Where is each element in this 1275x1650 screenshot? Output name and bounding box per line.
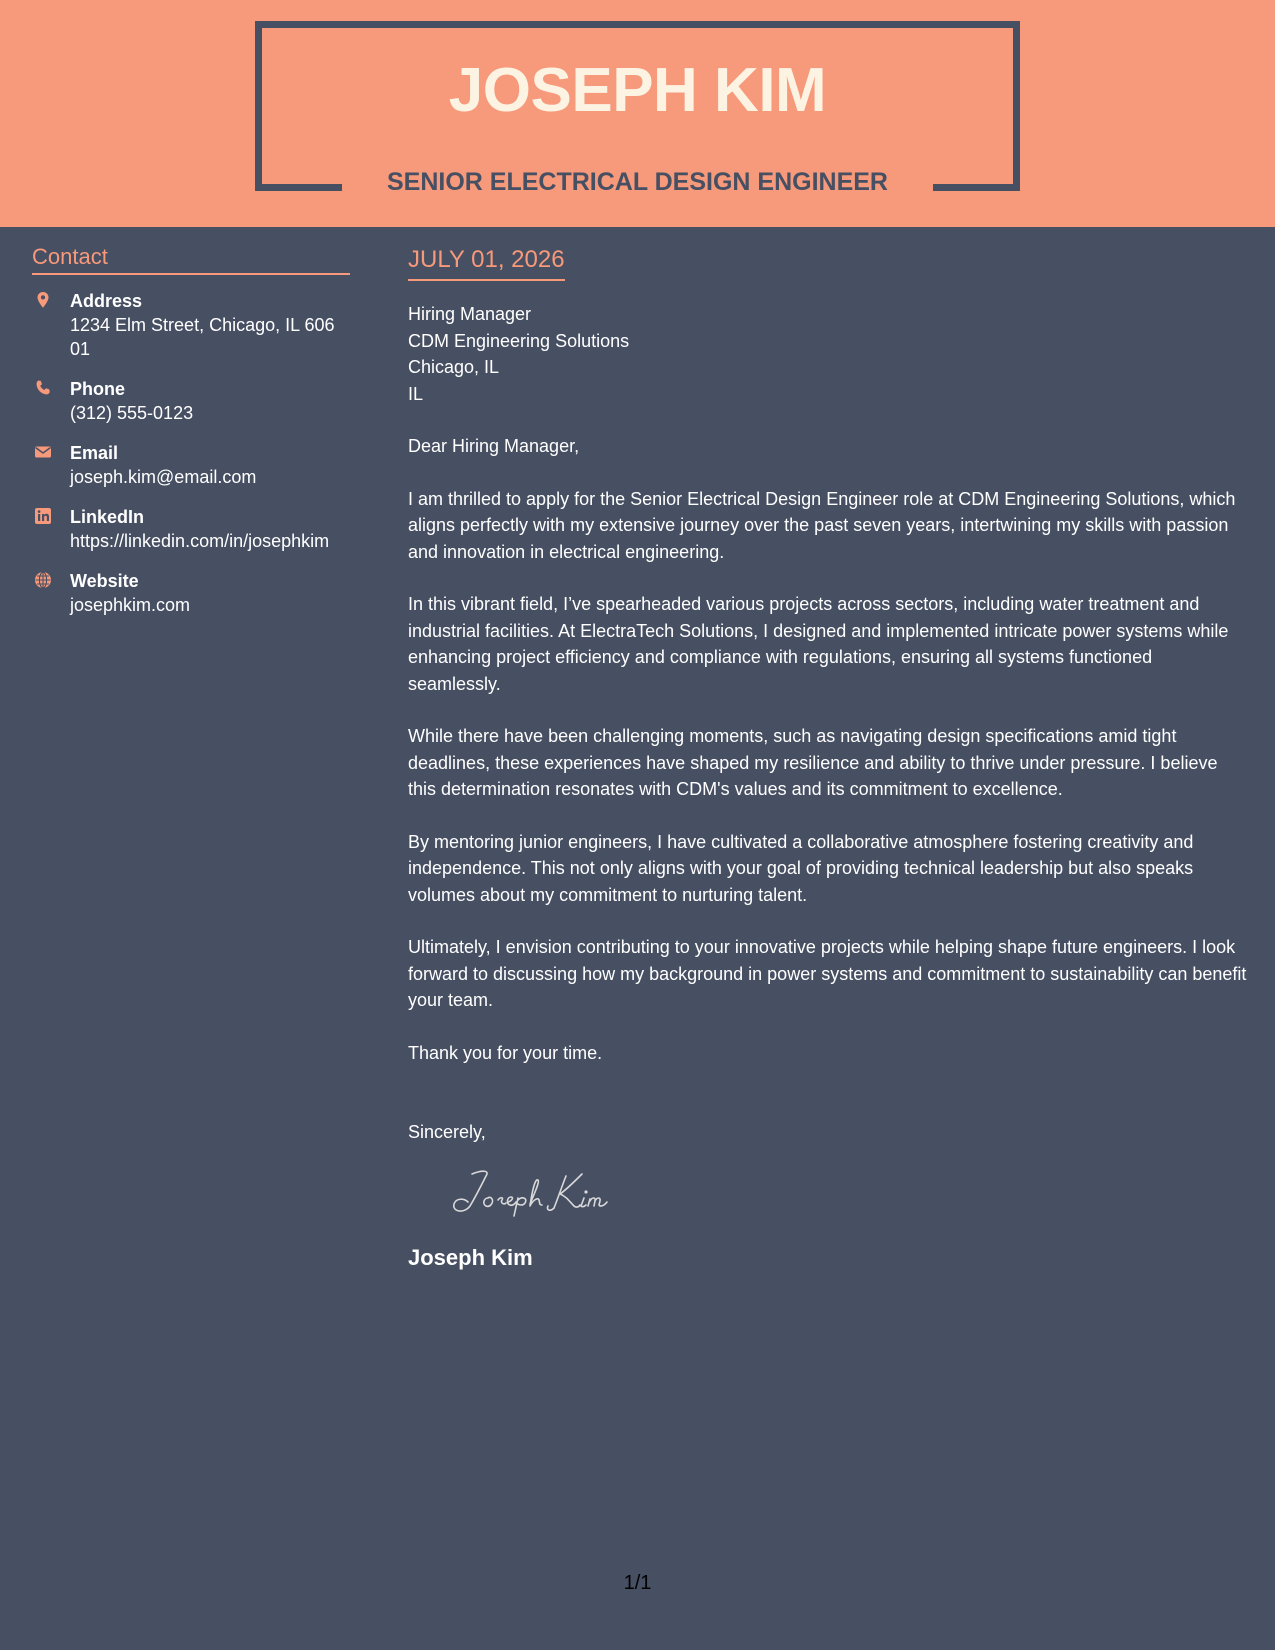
handwritten-signature (442, 1162, 662, 1222)
globe-icon (34, 571, 52, 589)
contact-item-phone (32, 377, 350, 425)
contact-label-website: Website (70, 571, 139, 591)
map-pin-icon (34, 291, 52, 309)
contact-value-email: joseph.kim@email.com (70, 467, 257, 487)
recipient-line: Chicago, IL (408, 357, 500, 377)
signature-drawing (442, 1162, 662, 1222)
salutation: Dear Hiring Manager, (408, 436, 580, 456)
body-paragraph: Ultimately, I envision contributing to your innovative projects while helping shape future engineers. I look forward to discussing how my background in power systems and commitment to sustainability can benefit your team. (408, 937, 1247, 1010)
contact-heading: Contact (32, 243, 350, 275)
applicant-name: JOSEPH KIM (448, 56, 827, 125)
body-paragraph: While there have been challenging moments, such as navigating design specifications amid tight deadlines, these experiences have shaped my resilience and ability to thrive under pressure. I believe this determination resonates with CDM's values and its commitment to excellence. (408, 726, 1218, 799)
contact-item-website (32, 569, 350, 617)
contact-label-email: Email (70, 443, 119, 463)
recipient-line: IL (408, 383, 424, 404)
page-number: 1/1 (623, 1572, 652, 1594)
body-paragraph: I am thrilled to apply for the Senior Electrical Design Engineer role at CDM Engineering Solutions, which aligns perfectly with my extensive journey over the past seven years, intertwining my skills with passion and innovation in electrical engineering. (408, 488, 1236, 562)
envelope-icon (34, 443, 52, 461)
contact-item-email (32, 441, 350, 489)
recipient-block (408, 301, 1248, 407)
contact-value-phone: (312) 555-0123 (70, 403, 194, 423)
contact-item-linkedin (32, 505, 350, 553)
contact-label-phone: Phone (70, 379, 126, 399)
phone-icon (34, 379, 52, 397)
job-title: SENIOR ELECTRICAL DESIGN ENGINEER (387, 168, 888, 196)
letter-date: JULY 01, 2026 (408, 245, 565, 281)
recipient-line: CDM Engineering Solutions (408, 330, 630, 351)
body-paragraph: By mentoring junior engineers, I have cultivated a collaborative atmosphere fostering creativity and independence. This not only aligns with your goal of providing technical leadership but also speaks volumes about my commitment to nurturing talent. (408, 831, 1194, 905)
contact-sidebar (32, 243, 350, 617)
contact-label-address: Address (70, 291, 143, 311)
letter-body (408, 245, 1248, 1272)
recipient-line: Hiring Manager (408, 304, 532, 324)
linkedin-icon (34, 507, 52, 525)
contact-label-linkedin: LinkedIn (70, 507, 145, 527)
contact-value-linkedin[interactable]: https://linkedin.com/in/josephkim (70, 531, 330, 551)
closing: Sincerely, (408, 1122, 486, 1142)
header-banner (0, 0, 1275, 227)
contact-item-address (32, 289, 350, 361)
body-paragraph: Thank you for your time. (408, 1042, 603, 1063)
contact-value-address: 1234 Elm Street, Chicago, IL 60601 (70, 315, 335, 359)
signed-name: Joseph Kim (408, 1244, 533, 1270)
contact-value-website[interactable]: josephkim.com (70, 595, 191, 615)
body-paragraph: In this vibrant field, I’ve spearheaded various projects across sectors, including water treatment and industrial facilities. At ElectraTech Solutions, I designed and implemented intricate power systems while enhancing project efficiency and compliance with regulations, ensuring all systems functioned seamlessly. (408, 594, 1229, 694)
